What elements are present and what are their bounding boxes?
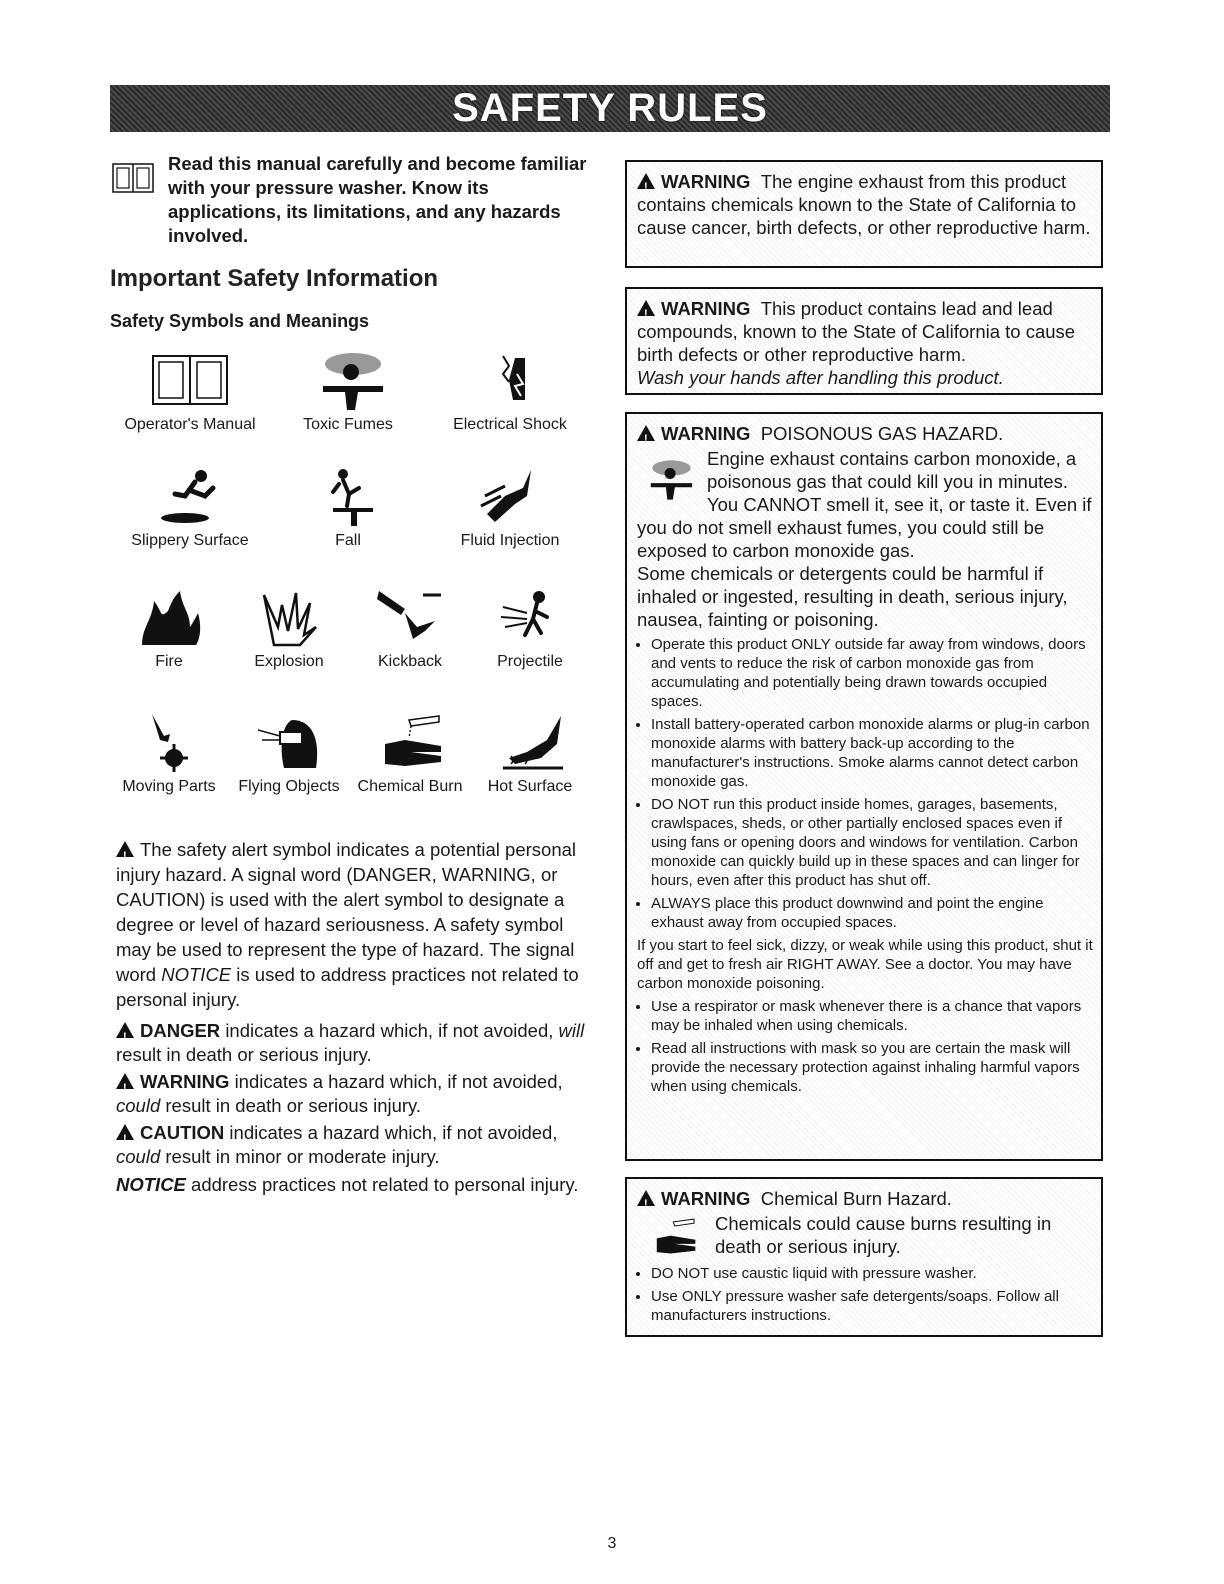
- safety-alert-icon: [116, 1073, 134, 1089]
- projectile-icon: [485, 587, 575, 647]
- symbol-label: Fire: [155, 653, 183, 670]
- symbol-label: Operator's Manual: [124, 416, 256, 433]
- poisonous-gas-list: [637, 635, 1093, 932]
- warning-box-poisonous-gas: !WARNING POISONOUS GAS HAZARD. Engine exhaust contains carbon monoxide, a poisonous gas that could kill you in minutes. You CANNOT smell it, see it, or taste it. Even if you do not smell exhaust fumes, you could still be exposed to carbon monoxide gas. Some chemicals or detergents could be harmful if inhaled or ingested, resulting in death, serious injury, nausea, fainting or poisoning. • Operate this product ONLY outside far away from windows, doors and vents to reduce the risk of carbon monoxide gas from accumulating and potentially being drawn towards occupied spaces. • Install battery-operated carbon monoxide alarms or plug-in carbon monoxide alarms with battery back-up according to the manufacturer's instructions. Smoke alarms cannot detect carbon monoxide gas. • DO NOT run this product inside homes, garages, basements, crawlspaces, sheds, or other partially enclosed spaces even if using fans or opening doors and windows for ventilation. Carbon monoxide can quickly build up in these spaces and can linger for hours, even after this product has shut off. • ALWAYS place this product downwind and point the engine exhaust away from occupied spaces. If you start to feel sick, dizzy, or weak while using this product, shut it off and get to fresh air RIGHT AWAY. See a doctor. You may have carbon monoxide poisoning. • Use a respirator or mask whenever there is a chance that vapors may be inhaled when using chemicals. • Read all instructions with mask so you are certain the mask will provide the necessary protection against inhaling harmful vapors when using chemicals.: [625, 412, 1103, 1161]
- symbol-operators-manual: [115, 350, 265, 434]
- fall-icon: [303, 466, 393, 526]
- symbol-label: Explosion: [254, 653, 324, 670]
- safety-alert-icon: [637, 425, 655, 441]
- section-heading: Important Safety Information: [110, 265, 439, 292]
- toxic-fumes-icon: [303, 350, 393, 410]
- explosion-icon: [244, 587, 334, 647]
- list-item: • Use ONLY pressure washer safe detergents/soaps. Follow all manufacturers instructions.: [651, 1287, 1093, 1325]
- symbol-label: Electrical Shock: [453, 416, 567, 433]
- safety-alert-icon: [637, 1190, 655, 1206]
- symbol-label: Chemical Burn: [357, 778, 463, 795]
- warning-box-exhaust: !WARNING The engine exhaust from this product contains chemicals known to the State of California to cause cancer, birth defects, or other reproductive harm.: [625, 160, 1103, 268]
- safety-alert-icon: [637, 300, 655, 316]
- moving-parts-icon: [124, 712, 214, 772]
- subsection-heading: Safety Symbols and Meanings: [110, 311, 370, 331]
- chemical-burn-list: [637, 1264, 1093, 1325]
- safety-alert-icon: [116, 841, 134, 857]
- list-item: • Read all instructions with mask so you are certain the mask will provide the necessary protection against inhaling harmful vapors when using chemicals.: [651, 1039, 1093, 1096]
- symbol-label: Moving Parts: [122, 778, 216, 795]
- notice-definition: NOTICE address practices not related to personal injury.: [116, 1174, 579, 1195]
- list-item: • DO NOT run this product inside homes, garages, basements, crawlspaces, sheds, or other partially enclosed spaces even if using fans or opening doors and windows for ventilation. Carbon monoxide can quickly build up in these spaces and can linger for hours, even after this product has shut off.: [651, 795, 1093, 890]
- symbol-label: Projectile: [497, 653, 563, 670]
- slippery-surface-icon: [145, 466, 235, 526]
- chemical-burn-icon: [365, 712, 455, 772]
- safety-alert-icon: [116, 1022, 134, 1038]
- list-item: • Use a respirator or mask whenever there is a chance that vapors may be inhaled when using chemicals.: [651, 997, 1093, 1035]
- fire-icon: [124, 587, 214, 647]
- toxic-fumes-icon: [637, 451, 699, 507]
- sick-instructions: If you start to feel sick, dizzy, or weak while using this product, shut it off and get to fresh air RIGHT AWAY. See a doctor. You may have carbon monoxide poisoning.: [637, 937, 1093, 992]
- hot-surface-icon: [485, 712, 575, 772]
- symbol-hot-surface: [455, 712, 605, 796]
- symbol-label: Fall: [335, 532, 361, 549]
- list-item: • DO NOT use caustic liquid with pressure washer.: [651, 1264, 1093, 1283]
- intro-text: Read this manual carefully and become familiar with your pressure washer. Know its applications, its limitations, and any hazards involved.: [168, 153, 587, 246]
- book-icon: [110, 160, 156, 196]
- book-icon: [145, 350, 235, 410]
- symbol-toxic-fumes: [273, 350, 423, 434]
- danger-definition: !DANGER indicates a hazard which, if not avoided, will result in death or serious injury.: [116, 1019, 596, 1067]
- electrical-shock-icon: [465, 350, 555, 410]
- list-item: • Operate this product ONLY outside far away from windows, doors and vents to reduce the risk of carbon monoxide gas from accumulating and potentially being drawn towards occupied spaces.: [651, 635, 1093, 711]
- page-banner: [110, 85, 1110, 132]
- warning-box-lead: !WARNING This product contains lead and lead compounds, known to the State of California to cause birth defects or other reproductive harm. Wash your hands after handling this product.: [625, 287, 1103, 395]
- symbol-label: Flying Objects: [238, 778, 340, 795]
- symbol-label: Toxic Fumes: [303, 416, 393, 433]
- fluid-injection-icon: [465, 466, 555, 526]
- symbol-fluid-injection: [435, 466, 585, 550]
- symbol-projectile: [455, 587, 605, 671]
- chemical-burn-icon: [643, 1214, 705, 1260]
- kickback-icon: [365, 587, 455, 647]
- intro-block: [110, 152, 590, 248]
- page-number: 3: [607, 1535, 617, 1552]
- symbol-label: Kickback: [377, 653, 443, 670]
- symbol-slippery-surface: [115, 466, 265, 550]
- symbol-fall: [273, 466, 423, 550]
- safety-alert-icon: [116, 1124, 134, 1140]
- safety-alert-icon: [637, 173, 655, 189]
- symbol-label: Fluid Injection: [460, 532, 560, 549]
- warning-definition: !WARNING indicates a hazard which, if not avoided, could result in death or serious injury.: [116, 1070, 596, 1118]
- symbol-electrical-shock: [435, 350, 585, 434]
- symbol-label: Slippery Surface: [131, 532, 249, 549]
- banner-title: SAFETY RULES: [452, 86, 768, 130]
- respirator-list: [637, 997, 1093, 1096]
- list-item: • Install battery-operated carbon monoxide alarms or plug-in carbon monoxide alarms with battery back-up according to the manufacturer's instructions. Smoke alarms cannot detect carbon monoxide gas.: [651, 715, 1093, 791]
- caution-definition: !CAUTION indicates a hazard which, if not avoided, could result in minor or moderate injury.: [116, 1121, 596, 1169]
- list-item: • ALWAYS place this product downwind and point the engine exhaust away from occupied spaces.: [651, 894, 1093, 932]
- warning-box-chemical-burn: !WARNING Chemical Burn Hazard. Chemicals could cause burns resulting in death or serious injury. • DO NOT use caustic liquid with pressure washer. • Use ONLY pressure washer safe detergents/soaps. Follow all manufacturers instructions.: [625, 1177, 1103, 1337]
- alert-explanation: !The safety alert symbol indicates a potential personal injury hazard. A signal word (DANGER, WARNING, or CAUTION) is used with the alert symbol to designate a degree or level of hazard seriousness. A safety symbol may be used to represent the type of hazard. The signal word NOTICE is used to address practices not related to personal injury.: [116, 837, 596, 1012]
- flying-objects-icon: [244, 712, 334, 772]
- symbol-label: Hot Surface: [487, 778, 573, 795]
